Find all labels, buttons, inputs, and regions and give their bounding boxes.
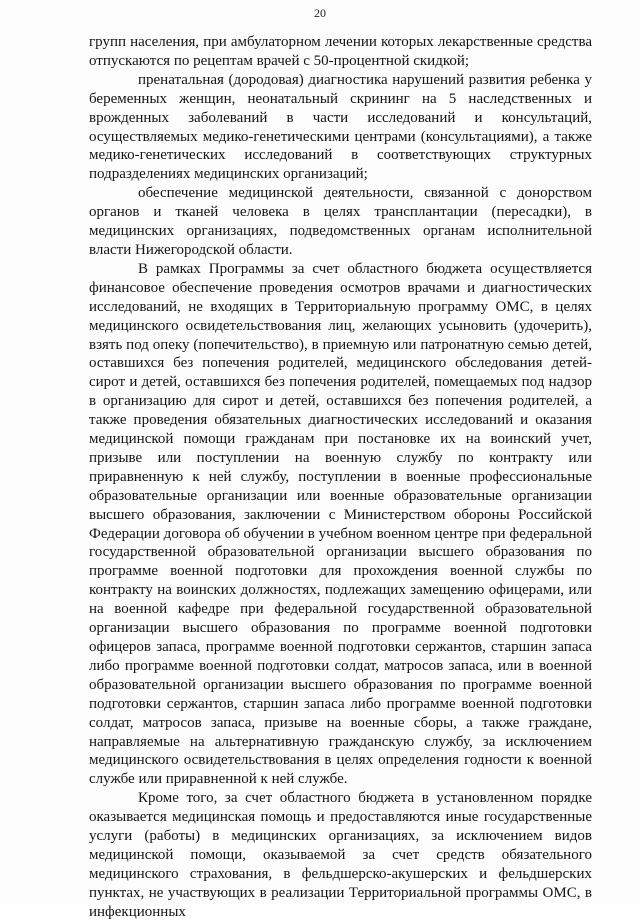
paragraph-regional-budget-financing: В рамках Программы за счет областного бюджета осуществляется финансовое обеспечение проведения осмотров врачами и диагностических исследований, не входящих в Территориальную программу ОМС, в целях медицинского освидетельствования лиц, желающих усыновить (удочерить), взять под опеку (попечительство), в приемную или патронатную семью детей, оставшихся без попечения родителей, медицинского обследования детей-сирот и детей, оставшихся без попечения родителей, помещаемых под надзор в организацию для сирот и детей, оставшихся без попечения родителей, а также проведения обязательных диагностических исследований и оказания медицинской помощи гражданам при постановке их на воинский учет, призыве или поступлении на военную службу по контракту или приравненную к ней службу, поступлении в военные профессиональные образовательные организации или военные образовательные организации высшего образования, заключении с Министерством обороны Российской Федерации договора об обучении в учебном военном центре при федеральной государственной образовательной организации высшего образования по программе военной подготовки для прохождения военной службы по контракту на воинских должностях, подлежащих замещению офицерами, или на военной кафедре при федеральной государственной образовательной организации высшего образования по программе военной подготовки офицеров запаса, программе военной подготовки сержантов, старшин запаса либо программе военной подготовки солдат, матросов запаса, или в военной образовательной организации высшего образования по программе военной подготовки сержантов, старшин запаса либо программе военной подготовки солдат, матросов запаса, призыве на военные сборы, а также граждане, направляемые на альтернативную гражданскую службу, за исключением медицинского освидетельствования в целях определения годности к военной службе или приравненной к ней службе.: [89, 260, 592, 788]
paragraph-prenatal-diagnostics: пренатальная (дородовая) диагностика нарушений развития ребенка у беременных женщин, неонатальный скрининг на 5 наследственных и врожденных заболеваний в части исследований и консультаций, осуществляемых медико-генетическими центрами (консультациями), а также медико-генетических исследований в соответствующих структурных подразделениях медицинских организаций;: [89, 71, 592, 183]
paragraph-continuation: групп населения, при амбулаторном лечении которых лекарственные средства отпускаются по рецептам врачей с 50-процентной скидкой;: [89, 34, 592, 69]
paragraph-organ-donation: обеспечение медицинской деятельности, связанной с донорством органов и тканей человека в целях трансплантации (пересадки), в медицинских организациях, подведомственных органам исполнительной власти Нижегородской области.: [89, 185, 592, 258]
paragraph-additional-services: Кроме того, за счет областного бюджета в установленном порядке оказывается медицинская помощь и предоставляются иные государственные услуги (работы) в медицинских организациях, за исключением видов медицинской помощи, оказываемой за счет средств обязательного медицинского страхования, в фельдшерско-акушерских и фельдшерских пунктах, не участвующих в реализации Территориальной программы ОМС, в инфекционных: [89, 790, 592, 920]
page-number: 20: [314, 6, 326, 20]
body-text: [89, 33, 592, 922]
